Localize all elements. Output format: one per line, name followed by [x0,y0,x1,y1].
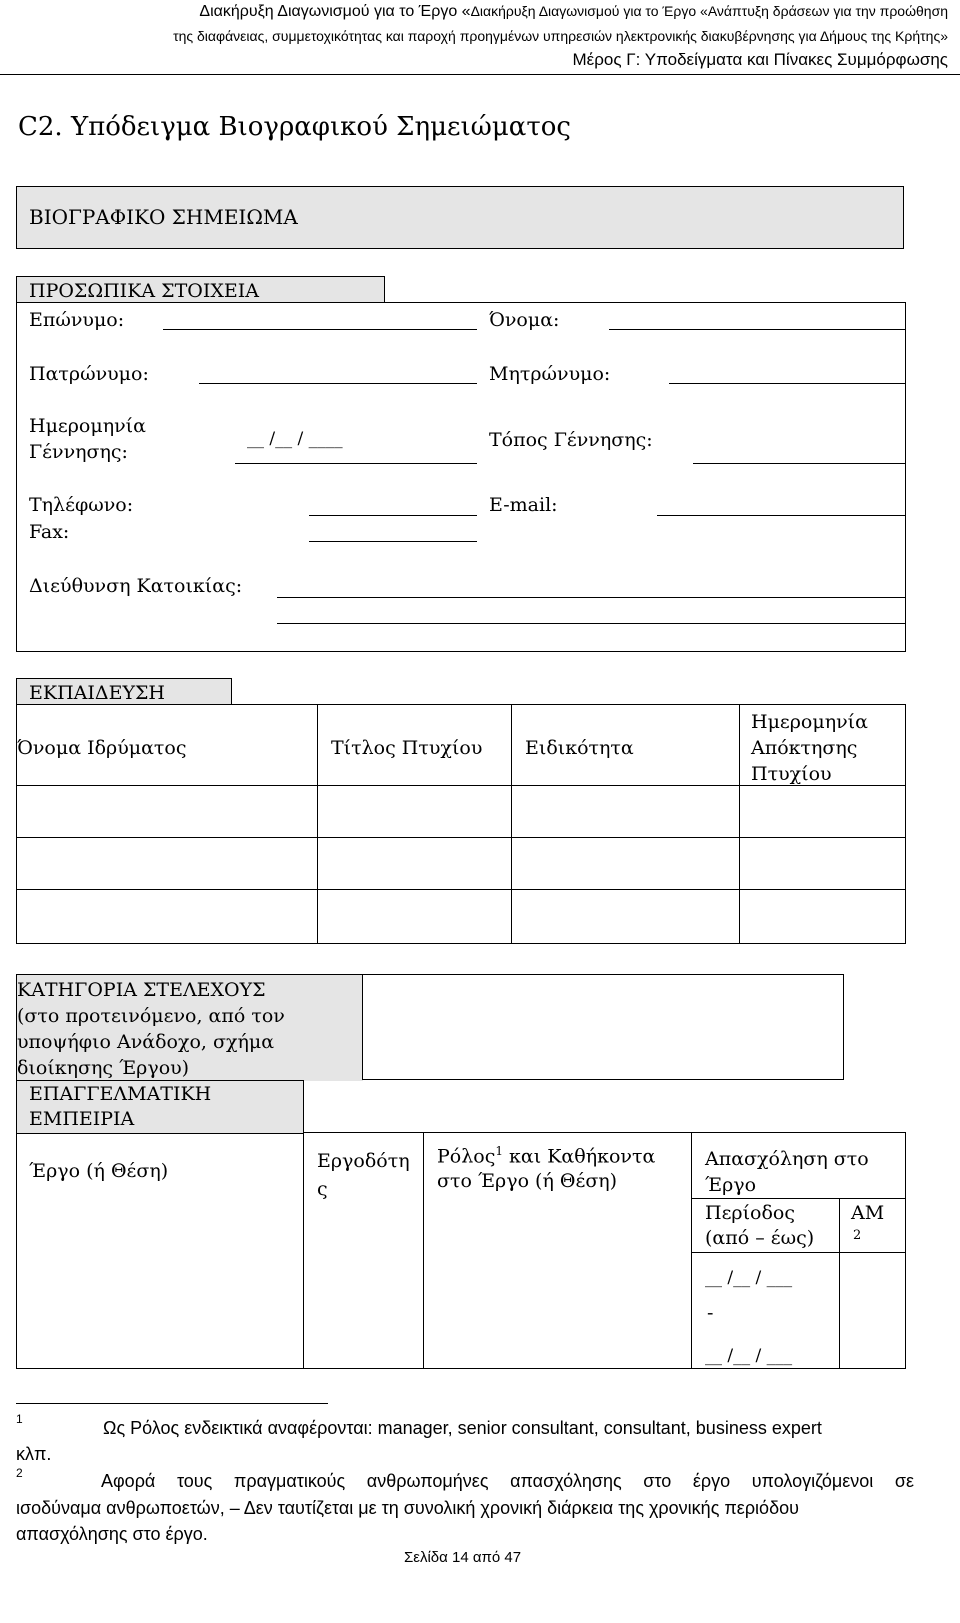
father-name-label: Πατρώνυμο: [29,363,149,385]
birthdate-template: __ /__ / ____ [247,429,343,449]
exp-date-from: __ /__ / ___ [705,1268,793,1288]
father-name-field[interactable] [199,383,477,384]
footnote-separator [16,1403,328,1404]
header-line-2: της διαφάνειας, συμμετοχικότητας και παροχή προηγμένων υπηρεσιών ηλεκτρονικής διακυβέρνησης για Δήμους της Κρήτης» [173,28,948,44]
edu-cell-r2-c1[interactable] [17,838,317,889]
category-value-field[interactable] [362,974,844,1080]
edu-cell-r3-c1[interactable] [17,890,317,942]
category-line-4: διοίκησης Έργου) [17,1057,190,1079]
email-field[interactable] [657,515,905,516]
header-line-3: Μέρος Γ: Υποδείγματα και Πίνακες Συμμόρφωσης [572,50,948,69]
footnote-2-line-3: απασχόλησης στο έργο. [16,1524,208,1544]
exp-top-border [303,1132,905,1133]
footnote-2-text: Αφορά τους πραγματικούς ανθρωπομήνες απασχόλησης στο έργο υπολογιζόμενοι σε [101,1471,914,1491]
experience-table [16,1132,906,1369]
address-field-2[interactable] [277,623,905,624]
mother-name-field[interactable] [669,383,905,384]
edu-col-institution: Όνομα Ιδρύματος [17,737,187,759]
personal-heading: ΠΡΟΣΩΠΙΚΑ ΣΤΟΙΧΕΙΑ [29,280,259,302]
exp-col-divider-4 [839,1198,840,1368]
mother-name-label: Μητρώνυμο: [489,363,611,385]
birthdate-label-2: Γέννησης: [29,441,128,463]
footnote-2-line-2: ισοδύναμα ανθρωποετών, – Δεν ταυτίζεται με τη συνολική χρονική διάρκεια της χρονικής περιόδου [16,1498,799,1518]
education-heading: ΕΚΠΑΙΔΕΥΣΗ [29,682,165,704]
education-table [16,704,906,944]
personal-info-box [16,302,906,652]
footnote-1-text: Ως Ρόλος ενδεικτικά αναφέρονται: manager, senior consultant, consultant, business expert [103,1418,822,1438]
edu-col-degree: Τίτλος Πτυχίου [331,737,483,759]
exp-col-am-sup: 2 [853,1228,862,1243]
category-line-1: ΚΑΤΗΓΟΡΙΑ ΣΤΕΛΕΧΟΥΣ [17,979,266,1001]
exp-col-divider-1 [303,1080,304,1368]
phone-field[interactable] [309,515,477,516]
surname-label: Επώνυμο: [29,309,125,331]
exp-header-bottom [691,1252,905,1253]
experience-heading-1: ΕΠΑΓΓΕΛΜΑΤΙΚΗ [29,1083,212,1105]
exp-col-period-1: Περίοδος [705,1202,795,1224]
edu-col-date-3: Πτυχίου [751,763,832,785]
category-line-2: (στο προτεινόμενο, από τον [17,1005,285,1027]
birthplace-field[interactable] [693,463,905,464]
page-header [0,0,960,75]
education-heading-box [16,678,232,705]
email-label: E-mail: [489,494,558,516]
name-field[interactable] [609,329,905,330]
birthplace-label: Τόπος Γέννησης: [489,429,653,451]
birthdate-field[interactable] [235,463,477,464]
cv-title: ΒΙΟΓΡΑΦΙΚΟ ΣΗΜΕΙΩΜΑ [29,205,298,229]
birthdate-label-1: Ημερομηνία [29,415,146,437]
footnote-1-continuation: κλπ. [16,1444,52,1464]
address-field-1[interactable] [277,597,905,598]
edu-col-date-1: Ημερομηνία [751,711,868,733]
address-label: Διεύθυνση Κατοικίας: [29,575,243,597]
fax-label: Fax: [29,521,70,543]
edu-col-divider-1 [317,705,318,943]
exp-col-am: ΑΜ [851,1202,885,1224]
header-line-1: Διακήρυξη Διαγωνισμού για το Έργο «Διακήρυξη Διαγωνισμού για το Έργο «Ανάπτυξη δράσεων για την προώθηση [199,3,948,20]
exp-col-role-2: στο Έργο (ή Θέση) [437,1170,618,1192]
page-number: Σελίδα 14 από 47 [404,1549,522,1566]
name-label: Όνομα: [489,309,560,331]
exp-col-employer-2: ς [317,1178,328,1200]
footnote-2-number: 2 [16,1466,23,1480]
exp-sub-header-divider [691,1198,905,1199]
exp-date-dash: - [707,1302,714,1324]
cv-title-box [16,186,904,249]
edu-col-divider-2 [511,705,512,943]
exp-col-employment-1: Απασχόληση στο [705,1148,869,1170]
exp-col-role-1: Ρόλος$^1$ και Καθήκοντα [437,1144,656,1168]
page-title: C2. Υπόδειγμα Βιογραφικού Σημειώματος [18,112,571,142]
surname-field[interactable] [163,329,477,330]
personal-heading-box [16,276,385,303]
exp-col-employer-1: Εργοδότη [317,1150,410,1172]
edu-col-date-2: Απόκτησης [751,737,858,759]
edu-col-specialty: Ειδικότητα [525,737,634,759]
phone-label: Τηλέφωνο: [29,494,134,516]
edu-cell-r1-c1[interactable] [17,786,317,837]
edu-col-divider-3 [739,705,740,943]
exp-col-project: Έργο (ή Θέση) [29,1160,169,1182]
footnote-1-number: 1 [16,1412,23,1426]
experience-heading-2: ΕΜΠΕΙΡΙΑ [29,1108,135,1130]
exp-col-divider-3 [691,1132,692,1368]
exp-date-to: __ /__ / ___ [705,1346,793,1366]
exp-col-divider-2 [423,1132,424,1368]
category-label-box [16,974,363,1081]
category-line-3: υποψήφιο Ανάδοχο, σχήμα [17,1031,275,1053]
exp-col-employment-2: Έργο [705,1174,757,1196]
fax-field[interactable] [309,541,477,542]
experience-heading-box [16,1080,304,1134]
exp-col-period-2: (από – έως) [705,1227,815,1249]
